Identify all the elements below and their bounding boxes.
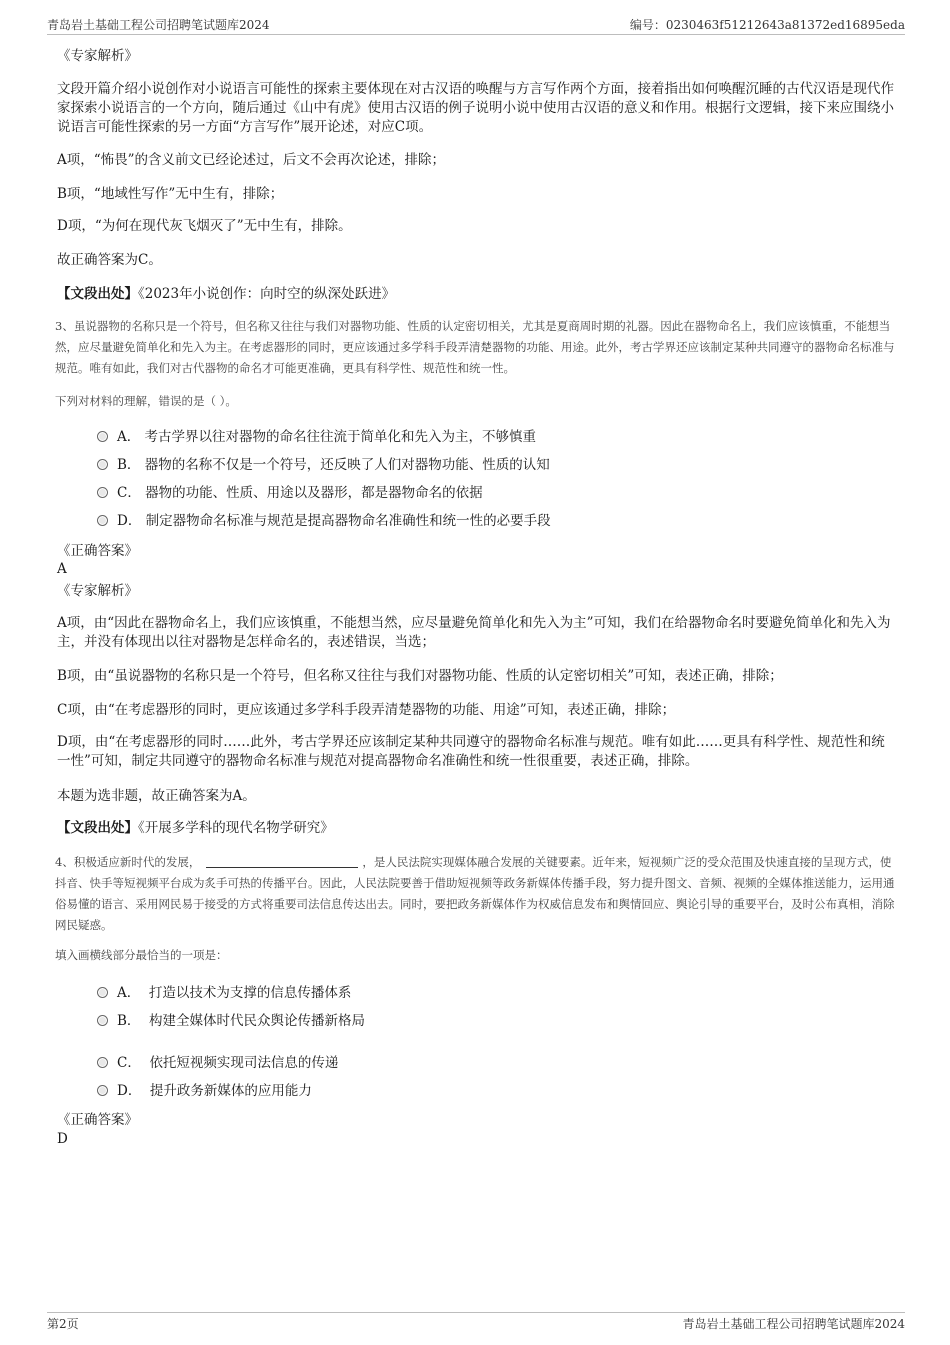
q4-answer: D bbox=[57, 1131, 68, 1147]
q3-source-label: 【文段出处】 bbox=[57, 820, 138, 836]
q2-analysis-d: D项，“为何在现代灰飞烟灭了”无中生有，排除。 bbox=[57, 218, 352, 234]
option-key: A． bbox=[117, 985, 141, 1001]
q2-source-title: 《2023年小说创作：向时空的纵深处跃进》 bbox=[138, 286, 396, 302]
q3-source-title: 《开展多学科的现代名物学研究》 bbox=[138, 820, 334, 836]
q3-analysis-label: 《专家解析》 bbox=[57, 583, 138, 599]
radio-icon[interactable] bbox=[97, 1057, 108, 1068]
q3-analysis-d: D项，由“在考虑器形的同时……此外，考古学界还应该制定某种共同遵守的器物命名标准与规范。唯有如此……更具有科学性、规范性和统一性”可知，制定共同遵守的器物命名标准与规范对提高器物命名准确性和统一性很重要，表述正确，排除。 bbox=[57, 734, 885, 769]
q3-option-b[interactable] bbox=[97, 455, 550, 475]
q4-stem-rest: ，是人民法院实现媒体融合发展的关键要素。近年来，短视频广泛的受众范围及快速直接的呈现方式，使抖音、快手等短视频平台成为炙手可热的传播平台。因此，人民法院要善于借助短视频等政务新媒体传播手段，努力提升图文、音频、视频的全媒体推送能力，运用通俗易懂的语言、采用网民易于接受的方式将重要司法信息传达出去。同时，要把政务新媒体作为权威信息发布和舆情回应、舆论引导的重要平台，及时公布真相，消除网民疑惑。 bbox=[55, 855, 895, 932]
option-text: 器物的功能、性质、用途以及器形，都是器物命名的依据 bbox=[145, 485, 483, 501]
fill-blank bbox=[206, 855, 358, 868]
q3-stem: 3、虽说器物的名称只是一个符号，但名称又往往与我们对器物功能、性质的认定密切相关，尤其是夏商周时期的礼器。因此在器物命名上，我们应该慎重，不能想当然，应尽量避免简单化和先入为主。在考虑器形的同时，更应该通过多学科手段弄清楚器物的功能、用途。此外，考古学界还应该制定某种共同遵守的器物命名标准与规范。唯有如此，我们对古代器物的命名才可能更准确，更具有科学性、规范性和统一性。 bbox=[55, 319, 895, 375]
option-text: 打造以技术为支撑的信息传播体系 bbox=[148, 985, 352, 1001]
q4-stem-start: 4、积极适应新时代的发展， bbox=[55, 855, 201, 869]
q2-source bbox=[57, 284, 897, 304]
q3-source bbox=[57, 818, 897, 838]
header-code: 编号：0230463f51212643a81372ed16895eda bbox=[629, 18, 905, 32]
option-key: B． bbox=[117, 457, 141, 473]
option-key: C． bbox=[117, 1055, 141, 1071]
header-title: 青岛岩土基础工程公司招聘笔试题库2024 bbox=[47, 18, 270, 32]
q3-answer-label: 《正确答案》 bbox=[57, 543, 138, 559]
option-key: D． bbox=[117, 513, 142, 529]
radio-icon[interactable] bbox=[97, 487, 108, 498]
radio-icon[interactable] bbox=[97, 515, 108, 526]
q2-conclusion: 故正确答案为C。 bbox=[57, 252, 162, 268]
q4-question: 填入画横线部分最恰当的一项是： bbox=[55, 948, 228, 962]
q4-answer-label: 《正确答案》 bbox=[57, 1112, 138, 1128]
footer-title: 青岛岩土基础工程公司招聘笔试题库2024 bbox=[682, 1317, 905, 1331]
option-key: A． bbox=[117, 429, 141, 445]
q3-analysis-c: C项，由“在考虑器形的同时，更应该通过多学科手段弄清楚器物的功能、用途”可知，表述正确，排除； bbox=[57, 702, 676, 718]
option-text: 制定器物命名标准与规范是提高器物命名准确性和统一性的必要手段 bbox=[145, 513, 551, 529]
option-key: D． bbox=[117, 1083, 142, 1099]
q3-option-a[interactable] bbox=[97, 427, 536, 447]
q4-stem bbox=[55, 852, 897, 936]
q3-question: 下列对材料的理解，错误的是（ ）。 bbox=[55, 394, 237, 408]
q2-analysis-a: A项，“怖畏”的含义前文已经论述过，后文不会再次论述，排除； bbox=[57, 152, 446, 168]
option-text: 提升政务新媒体的应用能力 bbox=[149, 1083, 312, 1099]
q3-conclusion: 本题为选非题，故正确答案为A。 bbox=[57, 788, 256, 804]
q4-option-d[interactable] bbox=[97, 1081, 312, 1101]
q4-option-c[interactable] bbox=[97, 1053, 338, 1073]
q3-option-c[interactable] bbox=[97, 483, 483, 503]
q3-option-d[interactable] bbox=[97, 511, 551, 531]
q4-option-a[interactable] bbox=[97, 983, 351, 1003]
page-footer bbox=[47, 1312, 905, 1337]
option-text: 构建全媒体时代民众舆论传播新格局 bbox=[149, 1013, 366, 1029]
q2-source-label: 【文段出处】 bbox=[57, 286, 138, 302]
q2-analysis-label: 《专家解析》 bbox=[57, 48, 138, 64]
page-header bbox=[47, 14, 905, 35]
option-text: 依托短视频实现司法信息的传递 bbox=[149, 1055, 339, 1071]
radio-icon[interactable] bbox=[97, 987, 108, 998]
option-key: C． bbox=[117, 485, 141, 501]
q3-answer: A bbox=[57, 561, 67, 577]
option-text: 器物的名称不仅是一个符号，还反映了人们对器物功能、性质的认知 bbox=[144, 457, 550, 473]
q2-analysis-p1: 文段开篇介绍小说创作对小说语言可能性的探索主要体现在对古汉语的唤醒与方言写作两个方面，接着指出如何唤醒沉睡的古代汉语是现代作家探索小说语言的一个方向，随后通过《山中有虎》使用古汉语的例子说明小说中使用古汉语的意义和作用。根据行文逻辑，接下来应围绕小说语言可能性探索的另一方面“方言写作”展开论述，对应C项。 bbox=[57, 81, 894, 135]
radio-icon[interactable] bbox=[97, 1015, 108, 1026]
footer-page-number: 第2页 bbox=[47, 1317, 79, 1331]
q2-analysis-b: B项，“地域性写作”无中生有，排除； bbox=[57, 186, 284, 202]
q3-analysis-b: B项，由“虽说器物的名称只是一个符号，但名称又往往与我们对器物功能、性质的认定密切相关”可知，表述正确，排除； bbox=[57, 668, 783, 684]
q3-analysis-a: A项，由“因此在器物命名上，我们应该慎重，不能想当然，应尽量避免简单化和先入为主”可知，我们在给器物命名时要避免简单化和先入为主，并没有体现出以往对器物是怎样命名的，表述错误，当选； bbox=[57, 615, 891, 650]
option-key: B． bbox=[117, 1013, 141, 1029]
q4-option-b[interactable] bbox=[97, 1011, 365, 1031]
radio-icon[interactable] bbox=[97, 431, 108, 442]
radio-icon[interactable] bbox=[97, 459, 108, 470]
option-text: 考古学界以往对器物的命名往往流于简单化和先入为主，不够慎重 bbox=[144, 429, 537, 445]
radio-icon[interactable] bbox=[97, 1085, 108, 1096]
